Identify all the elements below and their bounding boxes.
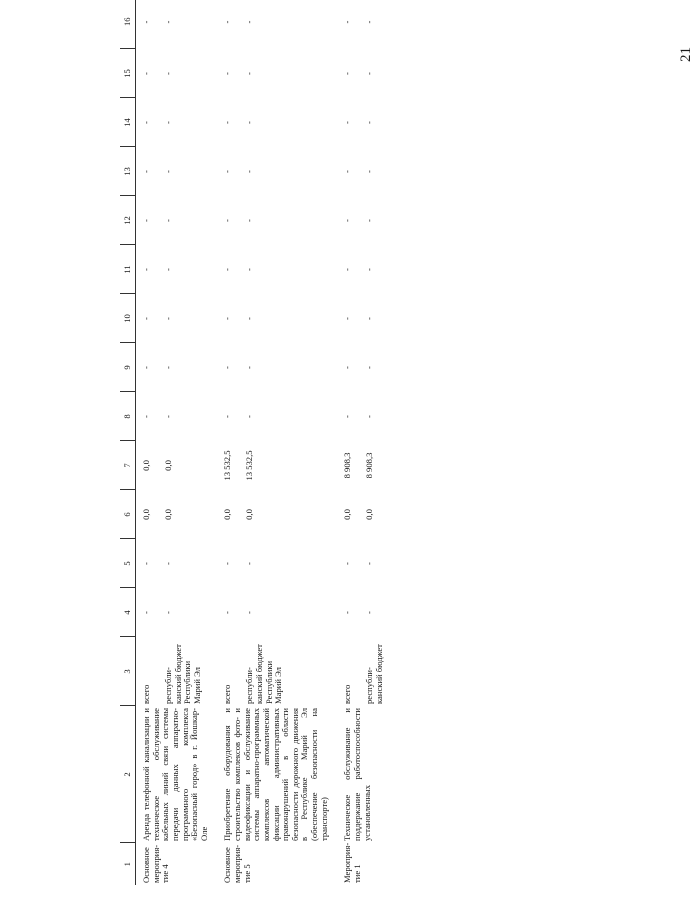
value-cell xyxy=(136,490,218,539)
value-cell xyxy=(136,98,218,147)
funding-source-label: республи-канский бюджет Республики Марий Эл xyxy=(163,644,202,704)
value-text: - xyxy=(141,170,151,173)
value-text: - xyxy=(163,219,173,222)
value-text: - xyxy=(163,268,173,271)
value-text: - xyxy=(342,366,353,369)
funding-source-label: всего xyxy=(222,684,233,704)
activity-description-cell: Техническое обслуживание и поддержание работоспособности установленных xyxy=(342,708,372,841)
value-text: - xyxy=(364,268,375,271)
value-text: - xyxy=(244,20,255,24)
value-text: - xyxy=(163,170,173,173)
value-text: - xyxy=(244,170,255,173)
value-text: - xyxy=(244,268,255,271)
value-text: - xyxy=(342,317,353,320)
value-cell xyxy=(217,392,337,441)
value-text: - xyxy=(342,121,353,124)
value-text: 0,0 xyxy=(141,509,151,520)
col-header: 7 xyxy=(120,441,136,490)
value-text: - xyxy=(244,219,255,222)
value-text: - xyxy=(342,170,353,173)
value-cell xyxy=(136,147,218,196)
value-text: - xyxy=(244,121,255,124)
activity-description-cell: Аренда телефонной канализации и техническое обслуживание кабельных линий связи системы передачи данных аппаратно-программного комплекса «Безопасный город» в г. Йошкар-Оле xyxy=(141,708,209,841)
value-cell xyxy=(337,245,395,294)
value-cell xyxy=(217,245,337,294)
value-text: - xyxy=(222,317,233,320)
col-header: 2 xyxy=(120,706,136,843)
value-cell xyxy=(217,98,337,147)
funding-source-cell xyxy=(337,637,395,706)
value-cell xyxy=(136,0,218,49)
value-text: - xyxy=(222,20,233,24)
value-text: - xyxy=(163,317,173,320)
value-text: - xyxy=(141,20,151,24)
value-text: - xyxy=(141,268,151,271)
funding-source-cell xyxy=(136,637,218,706)
value-text: - xyxy=(364,317,375,320)
col-header: 11 xyxy=(120,245,136,294)
col-header: 1 xyxy=(120,843,136,885)
value-cell xyxy=(217,294,337,343)
value-text: - xyxy=(244,72,255,75)
col-header: 16 xyxy=(120,0,136,49)
value-text: - xyxy=(342,415,353,418)
value-text: - xyxy=(163,72,173,75)
value-text: - xyxy=(342,268,353,271)
table-row xyxy=(136,0,218,885)
value-text: - xyxy=(141,72,151,75)
value-text: - xyxy=(222,611,233,614)
value-text: - xyxy=(222,170,233,173)
value-cell xyxy=(217,343,337,392)
value-cell xyxy=(217,539,337,588)
value-text: - xyxy=(163,20,173,24)
value-text: 0,0 xyxy=(364,509,375,520)
value-text: - xyxy=(222,268,233,271)
value-text: 0,0 xyxy=(141,460,151,471)
value-text: - xyxy=(222,121,233,124)
value-cell xyxy=(136,294,218,343)
value-text: - xyxy=(244,562,255,565)
value-cell xyxy=(136,392,218,441)
value-text: 13 532,5 xyxy=(222,450,233,481)
value-cell xyxy=(337,343,395,392)
value-cell xyxy=(136,539,218,588)
funding-source-label: всего xyxy=(141,684,151,704)
value-cell xyxy=(217,441,337,490)
value-cell xyxy=(337,490,395,539)
table-row xyxy=(217,0,337,885)
table-body xyxy=(136,0,396,885)
page-number: 21 xyxy=(678,47,694,62)
value-cell xyxy=(136,588,218,637)
activity-code-cell: Мероприя-тие 1 xyxy=(342,842,362,883)
value-text: 0,0 xyxy=(244,509,255,520)
value-text: - xyxy=(364,366,375,369)
value-text: - xyxy=(364,72,375,75)
value-text: - xyxy=(364,121,375,124)
value-cell xyxy=(337,588,395,637)
value-cell xyxy=(337,196,395,245)
value-text: - xyxy=(222,366,233,369)
activity-description-cell: Приобретение оборудования и строительство комплексов фото- и видеофиксации и обслуживание системы аппаратно-программных комплексов автоматической фиксации административных правонарушений в области безопасности дорожного движения в Республике Марий Эл (обеспечение безопасности на транспорте) xyxy=(222,708,329,841)
value-cell xyxy=(337,98,395,147)
col-header: 13 xyxy=(120,147,136,196)
value-cell xyxy=(136,441,218,490)
value-text: - xyxy=(342,611,353,614)
value-text: - xyxy=(222,219,233,222)
funding-source-label: республи-канский бюджет Республики Марий Эл xyxy=(244,644,284,704)
col-header: 5 xyxy=(120,539,136,588)
funding-source-label: всего xyxy=(342,684,353,704)
value-cell xyxy=(217,196,337,245)
col-header: 15 xyxy=(120,49,136,98)
value-text: - xyxy=(222,72,233,75)
value-cell xyxy=(217,49,337,98)
value-text: 0,0 xyxy=(163,509,173,520)
col-header: 4 xyxy=(120,588,136,637)
budget-table xyxy=(120,0,395,885)
value-text: - xyxy=(163,121,173,124)
funding-source-cell xyxy=(217,637,337,706)
value-text: - xyxy=(342,562,353,565)
value-cell xyxy=(337,0,395,49)
value-text: - xyxy=(364,170,375,173)
value-cell xyxy=(337,147,395,196)
value-text: - xyxy=(342,219,353,222)
value-text: - xyxy=(141,366,151,369)
value-text: - xyxy=(141,562,151,565)
value-cell xyxy=(337,539,395,588)
value-text: - xyxy=(163,366,173,369)
col-header: 12 xyxy=(120,196,136,245)
value-cell xyxy=(136,245,218,294)
value-text: - xyxy=(222,415,233,418)
value-text: - xyxy=(364,562,375,565)
value-text: - xyxy=(244,611,255,614)
value-text: - xyxy=(141,219,151,222)
value-text: - xyxy=(342,20,353,24)
value-cell xyxy=(337,441,395,490)
value-text: - xyxy=(163,415,173,418)
value-text: - xyxy=(364,611,375,614)
activity-code-cell: Основное мероприя-тие 4 xyxy=(141,844,171,883)
col-header: 8 xyxy=(120,392,136,441)
value-text: - xyxy=(222,562,233,565)
value-text: - xyxy=(141,611,151,614)
value-text: 0,0 xyxy=(163,460,173,471)
value-cell xyxy=(136,343,218,392)
col-header: 6 xyxy=(120,490,136,539)
funding-source-label: республи-канский бюджет xyxy=(364,644,384,704)
value-text: - xyxy=(141,415,151,418)
value-cell xyxy=(217,147,337,196)
value-text: - xyxy=(141,317,151,320)
value-cell xyxy=(337,294,395,343)
value-text: - xyxy=(244,317,255,320)
value-text: 0,0 xyxy=(222,509,233,520)
col-header: 14 xyxy=(120,98,136,147)
value-text: - xyxy=(244,415,255,418)
value-text: - xyxy=(244,366,255,369)
value-text: - xyxy=(163,562,173,565)
value-text: - xyxy=(364,219,375,222)
col-header: 3 xyxy=(120,637,136,706)
col-header: 9 xyxy=(120,343,136,392)
value-cell xyxy=(217,0,337,49)
value-text: - xyxy=(342,72,353,75)
value-text: - xyxy=(364,415,375,418)
value-text: 13 532,5 xyxy=(244,450,255,481)
value-cell xyxy=(337,392,395,441)
col-header: 10 xyxy=(120,294,136,343)
value-text: - xyxy=(141,121,151,124)
value-text: - xyxy=(364,20,375,24)
table-row xyxy=(337,0,395,885)
value-cell xyxy=(217,588,337,637)
value-cell xyxy=(136,196,218,245)
value-text: 8 908,3 xyxy=(364,452,375,479)
value-text: - xyxy=(163,611,173,614)
value-cell xyxy=(217,490,337,539)
activity-code-cell: Основное мероприя-тие 5 xyxy=(222,844,252,883)
header-row xyxy=(120,0,136,885)
value-cell xyxy=(337,49,395,98)
value-text: 0,0 xyxy=(342,509,353,520)
budget-table-container xyxy=(120,17,384,885)
value-cell xyxy=(136,49,218,98)
value-text: 8 908,3 xyxy=(342,452,353,479)
